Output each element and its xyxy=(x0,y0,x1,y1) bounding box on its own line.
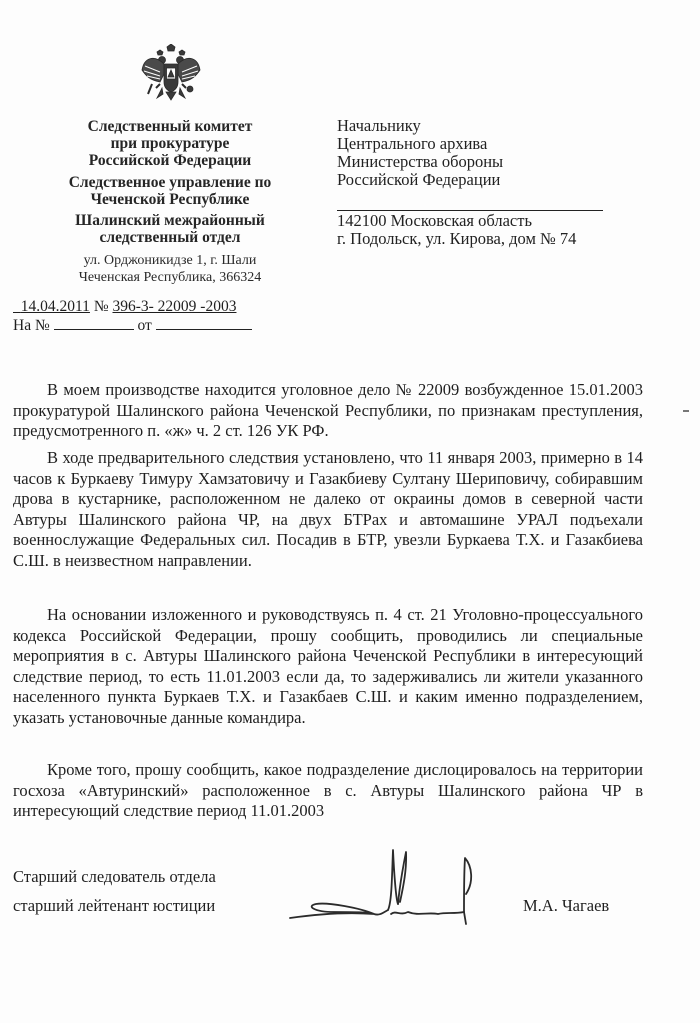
sender-org-line: Российской Федерации xyxy=(88,152,252,169)
recipient-line: Российской Федерации xyxy=(337,170,501,189)
sender-org-line: Чеченской Республике xyxy=(90,191,250,208)
sender-address-line: Чеченская Республика, 366324 xyxy=(78,270,262,285)
scan-speck xyxy=(683,410,689,412)
recipient-block xyxy=(337,117,503,189)
reply-number-label: На № xyxy=(13,317,50,334)
recipient-line: Центрального архива xyxy=(337,134,488,153)
sender-org-line: при прокуратуре xyxy=(110,135,230,152)
sender-org-line: Следственный комитет xyxy=(87,118,253,135)
letter-date: 14.04.2011 xyxy=(20,298,90,315)
recipient-address-line: 142100 Московская область xyxy=(337,211,532,230)
paragraph-text: В ходе предварительного следствия установлено, что 11 января 2003, примерно в 14 часов к Буркаеву Тимуру Хамзатовичу и Газакбиеву Султану Шериповичу, собиравшим дрова в кустарнике, расположенном не далеко от окраины домов в северной части Автуры Шалинского района ЧР, на двух БТРах и автомашине УРАЛ подъехали военнослужащие Федеральных сил. Посадив в БТР, увезли Буркаева Т.Х. и Газакбиева С.Ш. в неизвестном направлении. xyxy=(13,448,643,570)
paragraph-text: Кроме того, прошу сообщить, какое подразделение дислоцировалось на территории госхоза «Автуринский» расположенное в с. Автуры Шалинского района ЧР в интересующий следствие период 11.01.2003 xyxy=(13,760,643,820)
sender-org-committee xyxy=(20,118,320,169)
body-paragraph-4 xyxy=(13,760,643,822)
reply-date-blank xyxy=(156,316,252,330)
sender-org-line: следственный отдел xyxy=(99,229,241,246)
sender-org-line: Следственное управление по xyxy=(68,174,272,191)
recipient-address xyxy=(337,212,576,248)
reply-reference xyxy=(13,316,252,334)
sender-address xyxy=(20,252,320,286)
signer-rank: старший лейтенант юстиции xyxy=(13,896,216,915)
body-paragraph-3 xyxy=(13,605,643,728)
sender-org-directorate xyxy=(20,174,320,208)
recipient-address-line: г. Подольск, ул. Кирова, дом № 74 xyxy=(337,229,577,248)
recipient-line: Начальнику xyxy=(337,116,421,135)
number-sign: № xyxy=(93,298,109,315)
sender-org-line: Шалинский межрайонный xyxy=(75,212,265,229)
sender-address-line: ул. Орджоникидзе 1, г. Шали xyxy=(83,253,257,268)
signer-position: Старший следователь отдела xyxy=(13,867,216,886)
signer-name: М.А. Чагаев xyxy=(523,896,610,915)
paragraph-text: В моем производстве находится уголовное дело № 22009 возбужденное 15.01.2003 прокуратурой Шалинского района Чеченской Республики, по признакам преступления, предусмотренного п. «ж» ч. 2 ст. 126 УК РФ. xyxy=(13,380,643,440)
coat-of-arms-emblem-icon xyxy=(140,44,202,110)
outgoing-reference xyxy=(13,298,236,315)
sender-org-department xyxy=(20,212,320,246)
reference-number: 396-3- 22009 -2003 xyxy=(112,298,237,315)
body-paragraph-1 xyxy=(13,380,643,442)
handwritten-signature-icon xyxy=(288,842,488,936)
body-paragraph-2 xyxy=(13,448,643,571)
paragraph-text: На основании изложенного и руководствуясь п. 4 ст. 21 Уголовно-процессуального кодекса Российской Федерации, прошу сообщить, проводились ли специальные мероприятия в с. Автуры Шалинского района Чеченской Республики в интересующий следствие период, то есть 11.01.2003 если да, то задерживались ли жители указанного населенного пункта Буркаев Т.Х. и Газакбаев С.Ш. и каким именно подразделением, указать установочные данные командира. xyxy=(13,605,643,727)
recipient-line: Министерства обороны xyxy=(337,152,504,171)
reply-number-blank xyxy=(54,316,134,330)
reply-from-label: от xyxy=(137,317,152,334)
